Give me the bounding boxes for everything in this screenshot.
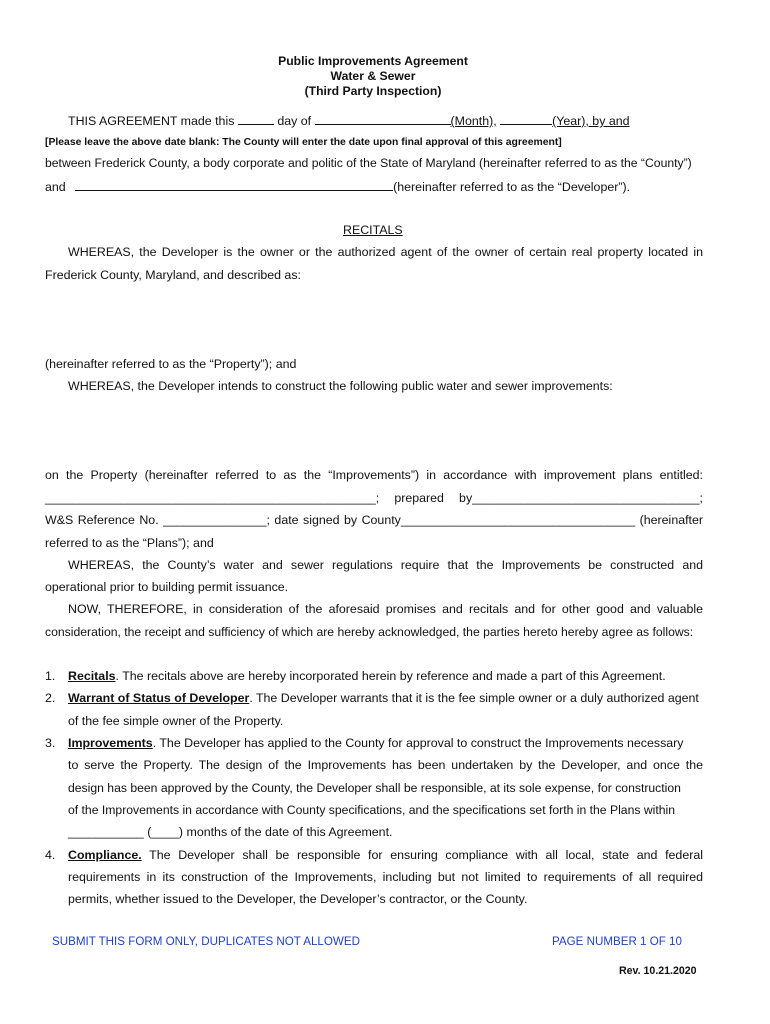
now-therefore-line-2: consideration, the receipt and sufficiency of which are hereby acknowledged, the parties hereto hereby agree as follows:	[45, 625, 694, 639]
section-1-number: 1.	[45, 669, 56, 683]
section-3-number: 3.	[45, 736, 56, 750]
page-number: PAGE NUMBER 1 OF 10	[552, 935, 682, 948]
section-3-title: Improvements	[68, 736, 153, 750]
section-2-title: Warrant of Status of Developer	[68, 691, 250, 705]
section-3-text-1: . The Developer has applied to the County for approval to construct the Improvements necessary	[152, 736, 684, 750]
recitals-heading: RECITALS	[343, 223, 403, 237]
section-2-text-1: . The Developer warrants that it is the fee simple owner or a duly authorized agent	[249, 691, 699, 705]
section-3-line-2: to serve the Property. The design of the Improvements has been undertaken by the Developer, and once the	[68, 758, 703, 772]
whereas-1-line-1: WHEREAS, the Developer is the owner or the authorized agent of the owner of certain real property located in	[68, 245, 703, 259]
day-blank[interactable]	[238, 113, 274, 125]
title-line-2: Water & Sewer	[330, 69, 416, 83]
section-4-line-2: requirements in its construction of the Improvements, including but not limited to requirements of all required	[68, 870, 703, 884]
section-3-line-3: design has been approved by the County, the Developer shall be responsible, at its sole expense, for construction	[68, 781, 681, 795]
section-1-title: Recitals	[68, 669, 116, 683]
prepared-by-line[interactable]: ________________________________________________; prepared by_________________________________;	[45, 491, 703, 505]
section-2-line-1	[68, 691, 699, 705]
date-notice: [Please leave the above date blank: The County will enter the date upon final approval of this agreement]	[45, 137, 562, 148]
section-4-text-1: The Developer shall be responsible for ensuring compliance with all local, state and federal	[141, 848, 703, 862]
section-4-number: 4.	[45, 848, 56, 862]
submit-form-notice: SUBMIT THIS FORM ONLY, DUPLICATES NOT ALLOWED	[52, 935, 360, 948]
between-line: between Frederick County, a body corporate and politic of the State of Maryland (hereinafter referred to as the “County”)	[45, 156, 692, 170]
title-line-3: (Third Party Inspection)	[304, 84, 442, 98]
and-label: and	[45, 180, 66, 194]
on-property-line: on the Property (hereinafter referred to as the “Improvements”) in accordance with improvement plans entitled:	[45, 468, 703, 482]
section-2-line-2: of the fee simple owner of the Property.	[68, 714, 284, 728]
developer-name-blank[interactable]	[75, 179, 393, 191]
section-2-number: 2.	[45, 691, 56, 705]
developer-ref: (hereinafter referred to as the “Developer”).	[393, 180, 631, 194]
whereas-2: WHEREAS, the Developer intends to construct the following public water and sewer improvements:	[68, 379, 613, 393]
year-blank[interactable]	[500, 113, 552, 125]
section-4-line-1	[68, 848, 703, 862]
whereas-1-line-2: Frederick County, Maryland, and described as:	[45, 268, 301, 282]
made-this-label: THIS AGREEMENT made this	[68, 114, 235, 128]
year-label: (Year), by and	[552, 114, 630, 128]
section-3-line-4: of the Improvements in accordance with County specifications, and the specifications set forth in the Plans within	[68, 803, 675, 817]
section-3-line-5[interactable]: ___________ (____) months of the date of this Agreement.	[68, 825, 393, 839]
whereas-3-line-2: operational prior to building permit issuance.	[45, 580, 289, 594]
section-4-line-3: permits, whether issued to the Developer, the Developer’s contractor, or the County.	[68, 892, 528, 906]
day-of-label: day of	[277, 114, 312, 128]
revision-date: Rev. 10.21.2020	[619, 965, 697, 977]
month-label: (Month),	[450, 114, 497, 128]
section-1-text: . The recitals above are hereby incorporated herein by reference and made a part of this Agreement.	[115, 669, 666, 683]
month-blank[interactable]	[315, 113, 451, 125]
agreement-date-line	[68, 113, 630, 128]
plans-ref: referred to as the “Plans”); and	[45, 536, 214, 550]
developer-line	[45, 179, 630, 194]
ws-reference-line[interactable]: W&S Reference No. _______________; date signed by County__________________________________ (hereinafter	[45, 513, 703, 527]
section-1	[68, 669, 666, 683]
property-ref: (hereinafter referred to as the “Property”); and	[45, 357, 297, 371]
whereas-3-line-1: WHEREAS, the County’s water and sewer regulations require that the Improvements be constructed and	[68, 558, 703, 572]
section-4-title: Compliance.	[68, 848, 142, 862]
section-3-line-1	[68, 736, 684, 750]
title-line-1: Public Improvements Agreement	[278, 54, 468, 68]
now-therefore-line-1: NOW, THEREFORE, in consideration of the aforesaid promises and recitals and for other good and valuable	[68, 602, 703, 616]
